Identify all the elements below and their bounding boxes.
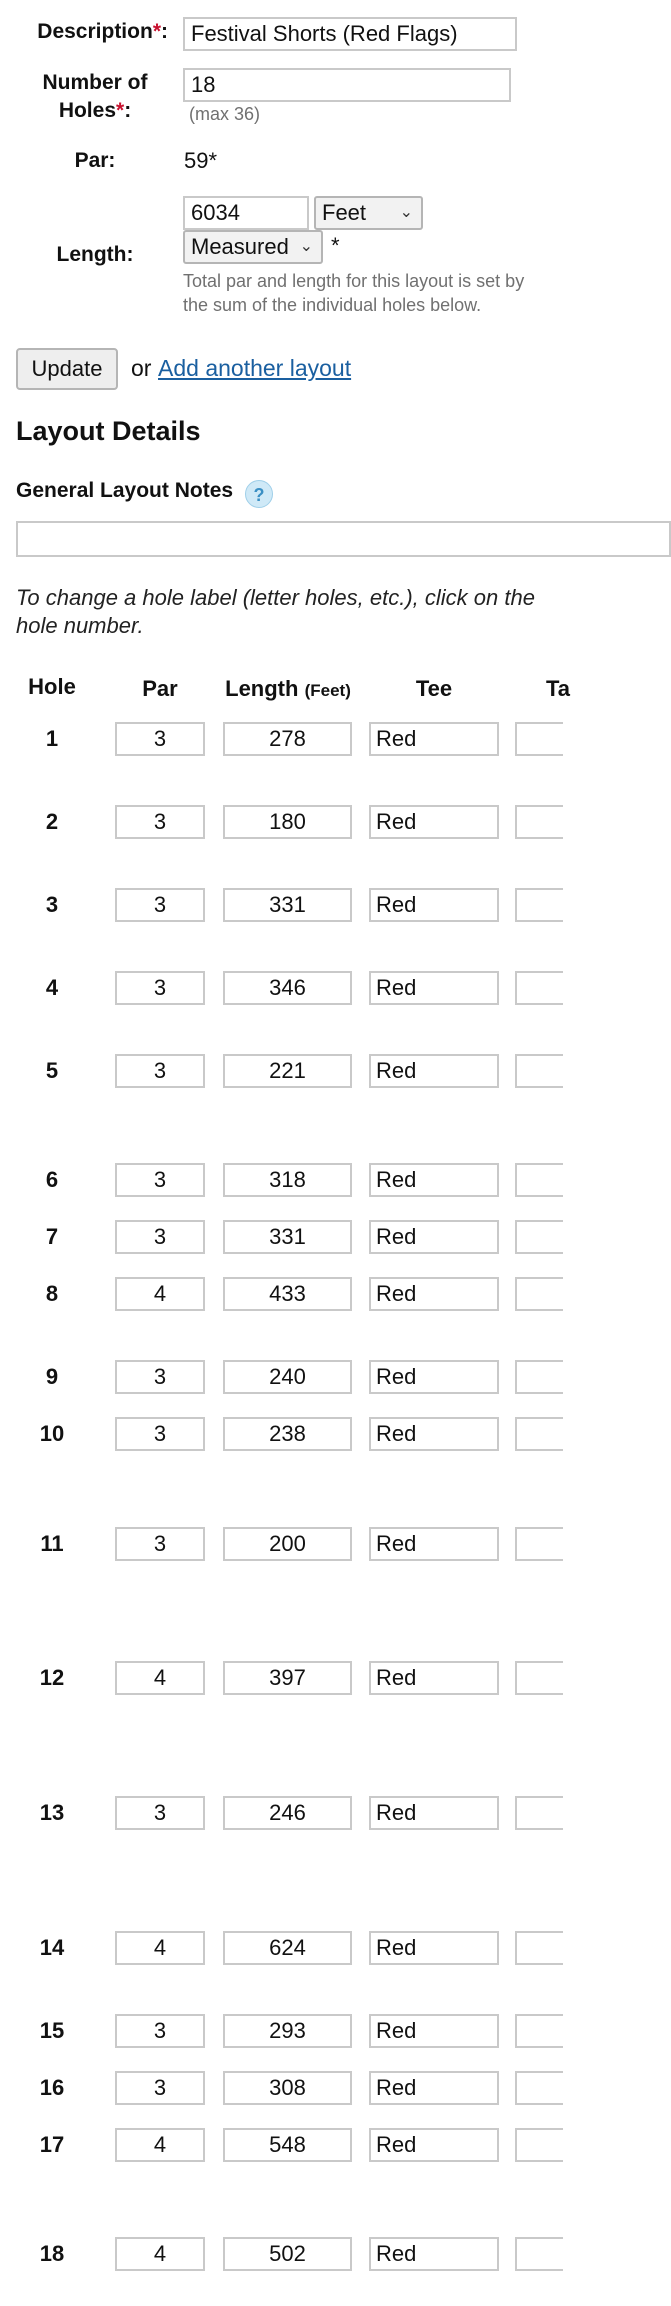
length-note-line2: the sum of the individual holes below. — [183, 295, 482, 315]
hole-number[interactable]: 1 — [45, 726, 59, 751]
tee-input[interactable]: Red — [369, 805, 499, 839]
par-input[interactable]: 4 — [115, 2237, 205, 2271]
par-input[interactable]: 4 — [115, 1931, 205, 1965]
target-input[interactable] — [515, 1360, 563, 1394]
length-input[interactable]: 278 — [223, 722, 352, 756]
tee-input[interactable]: Red — [369, 1360, 499, 1394]
length-input[interactable]: 397 — [223, 1661, 352, 1695]
par-input[interactable]: 3 — [115, 888, 205, 922]
hole-number[interactable]: 2 — [45, 809, 59, 834]
length-method-value: Measured — [191, 234, 289, 259]
description-label — [18, 18, 168, 46]
target-input[interactable] — [515, 1277, 563, 1311]
table-row — [0, 1796, 671, 1830]
length-input[interactable]: 200 — [223, 1527, 352, 1561]
par-input[interactable]: 3 — [115, 2071, 205, 2105]
hole-number[interactable]: 7 — [45, 1224, 59, 1249]
layout-details-heading: Layout Details — [16, 416, 201, 446]
target-input[interactable] — [515, 971, 563, 1005]
target-input[interactable] — [515, 722, 563, 756]
hole-number[interactable]: 16 — [39, 2075, 65, 2100]
tee-input[interactable]: Red — [369, 971, 499, 1005]
holes-label — [30, 69, 160, 125]
table-row — [0, 888, 671, 922]
target-input[interactable] — [515, 1163, 563, 1197]
target-input[interactable] — [515, 805, 563, 839]
hole-number[interactable]: 9 — [45, 1364, 59, 1389]
holes-input[interactable]: 18 — [183, 68, 511, 102]
length-input[interactable]: 180 — [223, 805, 352, 839]
par-input[interactable]: 3 — [115, 1054, 205, 1088]
table-row — [0, 805, 671, 839]
target-input[interactable] — [515, 2237, 563, 2271]
length-input[interactable]: 502 — [223, 2237, 352, 2271]
length-asterisk: * — [331, 233, 340, 258]
hole-number[interactable]: 6 — [45, 1167, 59, 1192]
tee-input[interactable]: Red — [369, 1661, 499, 1695]
update-button[interactable]: Update — [16, 348, 118, 390]
hole-number[interactable]: 14 — [39, 1935, 65, 1960]
length-input[interactable]: 240 — [223, 1360, 352, 1394]
table-row — [0, 1417, 671, 1451]
length-input[interactable]: 331 — [223, 888, 352, 922]
hole-number[interactable]: 3 — [45, 892, 59, 917]
tee-input[interactable]: Red — [369, 722, 499, 756]
length-unit-value: Feet — [322, 200, 367, 225]
tee-input[interactable]: Red — [369, 1220, 499, 1254]
target-input[interactable] — [515, 2071, 563, 2105]
colon: : — [161, 20, 168, 43]
par-input[interactable]: 3 — [115, 1796, 205, 1830]
description-input[interactable]: Festival Shorts (Red Flags) — [183, 17, 517, 51]
help-icon[interactable]: ? — [245, 480, 273, 508]
hole-number[interactable]: 17 — [39, 2132, 65, 2157]
table-row — [0, 1163, 671, 1197]
holes-label-line1: Number of — [42, 71, 148, 94]
length-input[interactable]: 6034 — [183, 196, 309, 230]
tee-input[interactable]: Red — [369, 1931, 499, 1965]
hole-number[interactable]: 18 — [39, 2241, 65, 2266]
target-input[interactable] — [515, 1417, 563, 1451]
table-row — [0, 722, 671, 756]
table-clip — [540, 670, 571, 710]
length-note-line1: Total par and length for this layout is set by — [183, 271, 525, 291]
tee-input[interactable]: Red — [369, 2014, 499, 2048]
target-input[interactable] — [515, 888, 563, 922]
table-row — [0, 1527, 671, 1561]
length-header-unit: (Feet) — [304, 681, 351, 700]
target-input[interactable] — [515, 1220, 563, 1254]
par-label: Par: — [74, 149, 116, 172]
hole-label-instruction — [16, 584, 535, 640]
length-input[interactable]: 238 — [223, 1417, 352, 1451]
colon: : — [124, 99, 132, 122]
hole-number[interactable]: 10 — [39, 1421, 65, 1446]
par-input[interactable]: 3 — [115, 971, 205, 1005]
par-input[interactable]: 3 — [115, 1220, 205, 1254]
hole-number[interactable]: 12 — [39, 1665, 65, 1690]
tee-input[interactable]: Red — [369, 2071, 499, 2105]
table-row — [0, 2237, 671, 2271]
length-input[interactable]: 624 — [223, 1931, 352, 1965]
length-input[interactable]: 221 — [223, 1054, 352, 1088]
tee-input[interactable]: Red — [369, 888, 499, 922]
table-row — [0, 1054, 671, 1088]
tee-input[interactable]: Red — [369, 1527, 499, 1561]
length-header-text: Length — [225, 676, 299, 701]
par-input[interactable]: 3 — [115, 722, 205, 756]
hole-number[interactable]: 15 — [39, 2018, 65, 2043]
table-row — [0, 2014, 671, 2048]
required-mark: * — [152, 20, 161, 43]
table-row — [0, 1360, 671, 1394]
table-row — [0, 1277, 671, 1311]
or-text: or — [131, 355, 152, 381]
target-input[interactable] — [515, 1527, 563, 1561]
column-header-par: Par — [142, 676, 178, 701]
hole-number[interactable]: 8 — [45, 1281, 59, 1306]
par-input[interactable]: 4 — [115, 1661, 205, 1695]
column-header-target: Ta — [546, 676, 571, 701]
hole-number[interactable]: 5 — [45, 1058, 59, 1083]
target-input[interactable] — [515, 1054, 563, 1088]
par-value: 59* — [184, 148, 218, 173]
holes-label-line2: Holes — [58, 99, 116, 122]
table-row — [0, 1931, 671, 1965]
par-input[interactable]: 4 — [115, 1277, 205, 1311]
hole-number[interactable]: 13 — [39, 1800, 65, 1825]
length-input[interactable]: 346 — [223, 971, 352, 1005]
column-header-tee: Tee — [415, 676, 453, 701]
table-row — [0, 971, 671, 1005]
target-input[interactable] — [515, 1796, 563, 1830]
length-label: Length: — [56, 243, 134, 266]
tee-input[interactable]: Red — [369, 1796, 499, 1830]
description-label-text: Description — [37, 20, 153, 43]
target-input[interactable] — [515, 2014, 563, 2048]
general-layout-notes-input[interactable] — [16, 521, 671, 557]
length-input[interactable]: 318 — [223, 1163, 352, 1197]
length-unit-select[interactable] — [314, 196, 423, 230]
length-input[interactable]: 331 — [223, 1220, 352, 1254]
general-layout-notes-label: General Layout Notes — [16, 479, 234, 502]
column-header-hole: Hole — [28, 674, 76, 699]
par-input[interactable]: 3 — [115, 2014, 205, 2048]
instruction-line2: hole number. — [16, 613, 144, 638]
tee-input[interactable]: Red — [369, 1417, 499, 1451]
column-header-length — [218, 676, 358, 702]
length-input[interactable]: 548 — [223, 2128, 352, 2162]
instruction-line1: To change a hole label (letter holes, etc.), click on the — [16, 585, 535, 610]
tee-input[interactable]: Red — [369, 1054, 499, 1088]
tee-input[interactable]: Red — [369, 1277, 499, 1311]
table-row — [0, 2071, 671, 2105]
chevron-down-icon: ⌄ — [299, 238, 313, 255]
length-input[interactable]: 433 — [223, 1277, 352, 1311]
par-input[interactable]: 3 — [115, 1163, 205, 1197]
tee-input[interactable]: Red — [369, 2128, 499, 2162]
target-input[interactable] — [515, 2128, 563, 2162]
length-input[interactable]: 246 — [223, 1796, 352, 1830]
par-input[interactable]: 3 — [115, 805, 205, 839]
par-input[interactable]: 3 — [115, 1527, 205, 1561]
length-method-select[interactable] — [183, 230, 323, 264]
chevron-down-icon: ⌄ — [399, 204, 413, 221]
table-row — [0, 1661, 671, 1695]
hole-number[interactable]: 4 — [45, 975, 59, 1000]
table-row — [0, 2128, 671, 2162]
par-input[interactable]: 3 — [115, 1417, 205, 1451]
add-another-layout-link[interactable]: Add another layout — [158, 355, 352, 381]
length-input[interactable]: 293 — [223, 2014, 352, 2048]
length-note — [183, 269, 524, 317]
hole-number[interactable]: 11 — [40, 1531, 64, 1556]
target-input[interactable] — [515, 1661, 563, 1695]
par-input[interactable]: 4 — [115, 2128, 205, 2162]
par-input[interactable]: 3 — [115, 1360, 205, 1394]
tee-input[interactable]: Red — [369, 1163, 499, 1197]
holes-max-hint: (max 36) — [189, 104, 261, 124]
table-row — [0, 1220, 671, 1254]
tee-input[interactable]: Red — [369, 2237, 499, 2271]
target-input[interactable] — [515, 1931, 563, 1965]
length-input[interactable]: 308 — [223, 2071, 352, 2105]
required-mark: * — [116, 99, 125, 122]
